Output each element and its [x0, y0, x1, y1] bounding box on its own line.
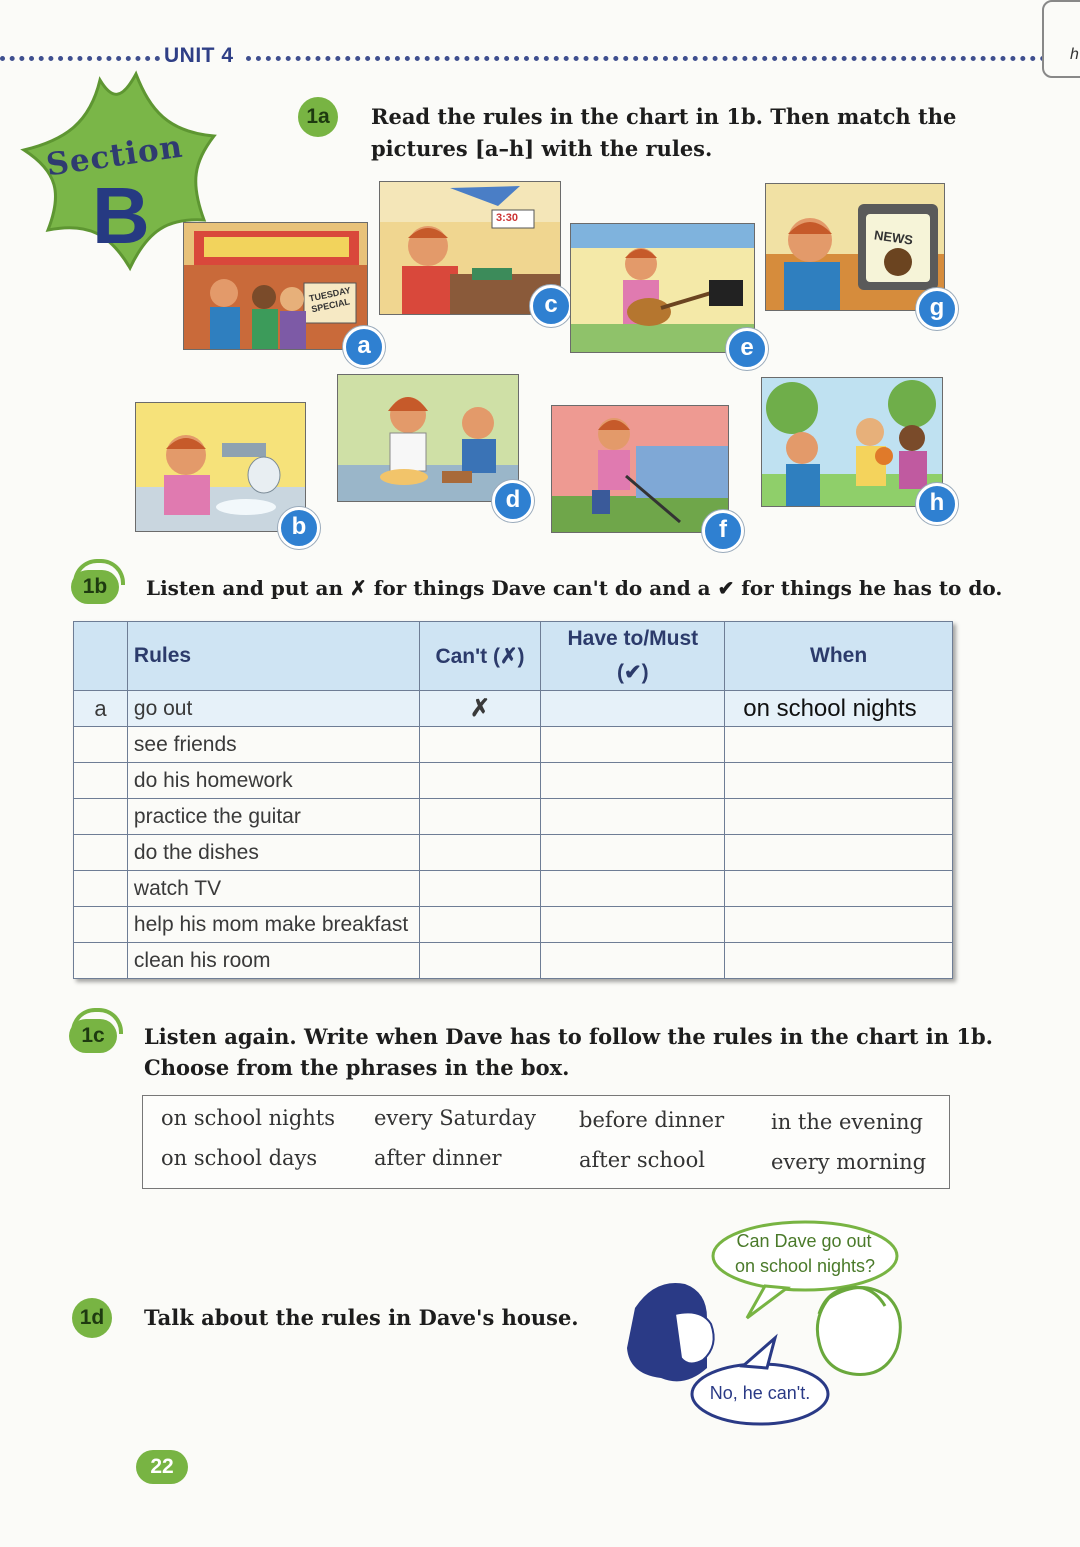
phrase: on school nights: [161, 1106, 336, 1130]
have-to-cell[interactable]: [541, 763, 725, 799]
page-tab-letter: h: [1070, 46, 1079, 63]
instruction-1b: Listen and put an ✗ for things Dave can't do and a ✔ for things he has to do.: [146, 576, 1003, 600]
header-dots-right: [246, 56, 1046, 61]
rule-cell: clean his room: [127, 943, 419, 979]
instruction-1a-line1: Read the rules in the chart in 1b. Then match the: [371, 104, 957, 129]
picture-label-f: f: [702, 510, 744, 552]
cant-cell[interactable]: [419, 799, 541, 835]
table-row: [74, 799, 953, 835]
table-row: [74, 943, 953, 979]
when-cell[interactable]: [725, 727, 953, 763]
rule-cell: go out: [127, 691, 419, 727]
header-have-to: [541, 622, 725, 691]
cant-cell[interactable]: [419, 835, 541, 871]
header-have-to-line2: (✔): [617, 661, 649, 684]
cleaning-scene-illustration: [552, 406, 728, 532]
guitar-scene-illustration: [571, 224, 754, 352]
section-label: Section: [44, 128, 186, 184]
question-bubble-line2: on school nights?: [734, 1256, 876, 1276]
have-to-cell[interactable]: [541, 799, 725, 835]
row-index: [74, 727, 128, 763]
picture-label-d: d: [492, 480, 534, 522]
row-index: a: [74, 691, 128, 727]
when-cell[interactable]: [725, 943, 953, 979]
instruction-1a-line2: pictures [a–h] with the rules.: [371, 136, 713, 161]
picture-f: [551, 405, 729, 533]
picture-label-g: g: [916, 288, 958, 330]
table-row: [74, 835, 953, 871]
phrase-box: [142, 1095, 950, 1189]
row-index: [74, 871, 128, 907]
row-index: [74, 763, 128, 799]
row-index: [74, 799, 128, 835]
cooking-scene-illustration: [338, 375, 518, 501]
rule-cell: do his homework: [127, 763, 419, 799]
picture-label-b: b: [278, 507, 320, 549]
picture-d: [337, 374, 519, 502]
phrase: before dinner: [579, 1108, 725, 1132]
cant-cell[interactable]: [419, 871, 541, 907]
unit-title: UNIT 4: [164, 44, 234, 67]
when-cell[interactable]: [725, 763, 953, 799]
when-cell[interactable]: [725, 907, 953, 943]
phrase: in the evening: [771, 1110, 923, 1134]
cant-cell[interactable]: [419, 943, 541, 979]
picture-label-e: e: [726, 328, 768, 370]
friends-scene-illustration: [762, 378, 942, 506]
rule-cell: do the dishes: [127, 835, 419, 871]
boy-avatar-icon: [817, 1287, 900, 1374]
phrase: every morning: [771, 1150, 927, 1174]
picture-label-a: a: [343, 326, 385, 368]
exercise-badge-1d: 1d: [72, 1298, 112, 1338]
instruction-1c-line1: Listen again. Write when Dave has to follow the rules in the chart in 1b.: [144, 1024, 993, 1049]
have-to-cell[interactable]: [541, 907, 725, 943]
phrase: after school: [579, 1148, 705, 1172]
have-to-cell[interactable]: [541, 691, 725, 727]
rule-cell: help his mom make breakfast: [127, 907, 419, 943]
picture-label-c: c: [530, 285, 572, 327]
phrase: after dinner: [374, 1146, 502, 1170]
cant-cell[interactable]: [419, 907, 541, 943]
question-bubble-line1: Can Dave go out: [736, 1231, 872, 1251]
table-row: [74, 871, 953, 907]
header-index: [74, 622, 128, 691]
rules-table: [73, 621, 953, 979]
cant-cell[interactable]: [419, 727, 541, 763]
phrase: every Saturday: [374, 1106, 537, 1130]
tv-label: NEWS: [873, 227, 914, 248]
have-to-cell[interactable]: [541, 727, 725, 763]
row-index: [74, 835, 128, 871]
cant-cell[interactable]: [419, 763, 541, 799]
header-rules: Rules: [127, 622, 419, 691]
when-cell[interactable]: [725, 799, 953, 835]
rule-cell: watch TV: [127, 871, 419, 907]
row-index: [74, 943, 128, 979]
header-have-to-line1: Have to/Must: [567, 627, 699, 650]
dishes-scene-illustration: [136, 403, 305, 531]
when-cell[interactable]: on school nights: [725, 691, 953, 727]
table-row: [74, 907, 953, 943]
clock-display: 3:30: [496, 212, 519, 224]
header-cant: Can't (✗): [419, 622, 541, 691]
picture-label-h: h: [916, 483, 958, 525]
picture-a: [183, 222, 368, 350]
rule-cell: practice the guitar: [127, 799, 419, 835]
tv-scene-illustration: [766, 184, 944, 310]
picture-e: [570, 223, 755, 353]
row-index: [74, 907, 128, 943]
picture-g: [765, 183, 945, 311]
exercise-badge-1c: 1c: [69, 1019, 117, 1053]
header-when: When: [725, 622, 953, 691]
phrase: on school days: [161, 1146, 318, 1170]
have-to-cell[interactable]: [541, 943, 725, 979]
cant-cell[interactable]: ✗: [419, 691, 541, 727]
table-row: [74, 727, 953, 763]
picture-b: [135, 402, 306, 532]
instruction-1d: Talk about the rules in Dave's house.: [144, 1305, 579, 1330]
rule-cell: see friends: [127, 727, 419, 763]
have-to-cell[interactable]: [541, 835, 725, 871]
table-row: [74, 691, 953, 727]
table-row: [74, 763, 953, 799]
answer-bubble-text: No, he can't.: [709, 1383, 811, 1403]
exercise-badge-1a: 1a: [298, 97, 338, 137]
table-header-row: [74, 622, 953, 691]
picture-h: [761, 377, 943, 507]
instruction-1c-line2: Choose from the phrases in the box.: [144, 1055, 570, 1080]
section-letter: B: [92, 171, 150, 260]
when-cell[interactable]: [725, 871, 953, 907]
page-corner-tab: [1042, 0, 1080, 78]
cinema-sign: TUESDAY SPECIAL: [308, 285, 352, 315]
have-to-cell[interactable]: [541, 871, 725, 907]
when-cell[interactable]: [725, 835, 953, 871]
page-number: 22: [136, 1450, 188, 1484]
exercise-badge-1b: 1b: [71, 570, 119, 604]
header-dots-left: [0, 56, 160, 61]
